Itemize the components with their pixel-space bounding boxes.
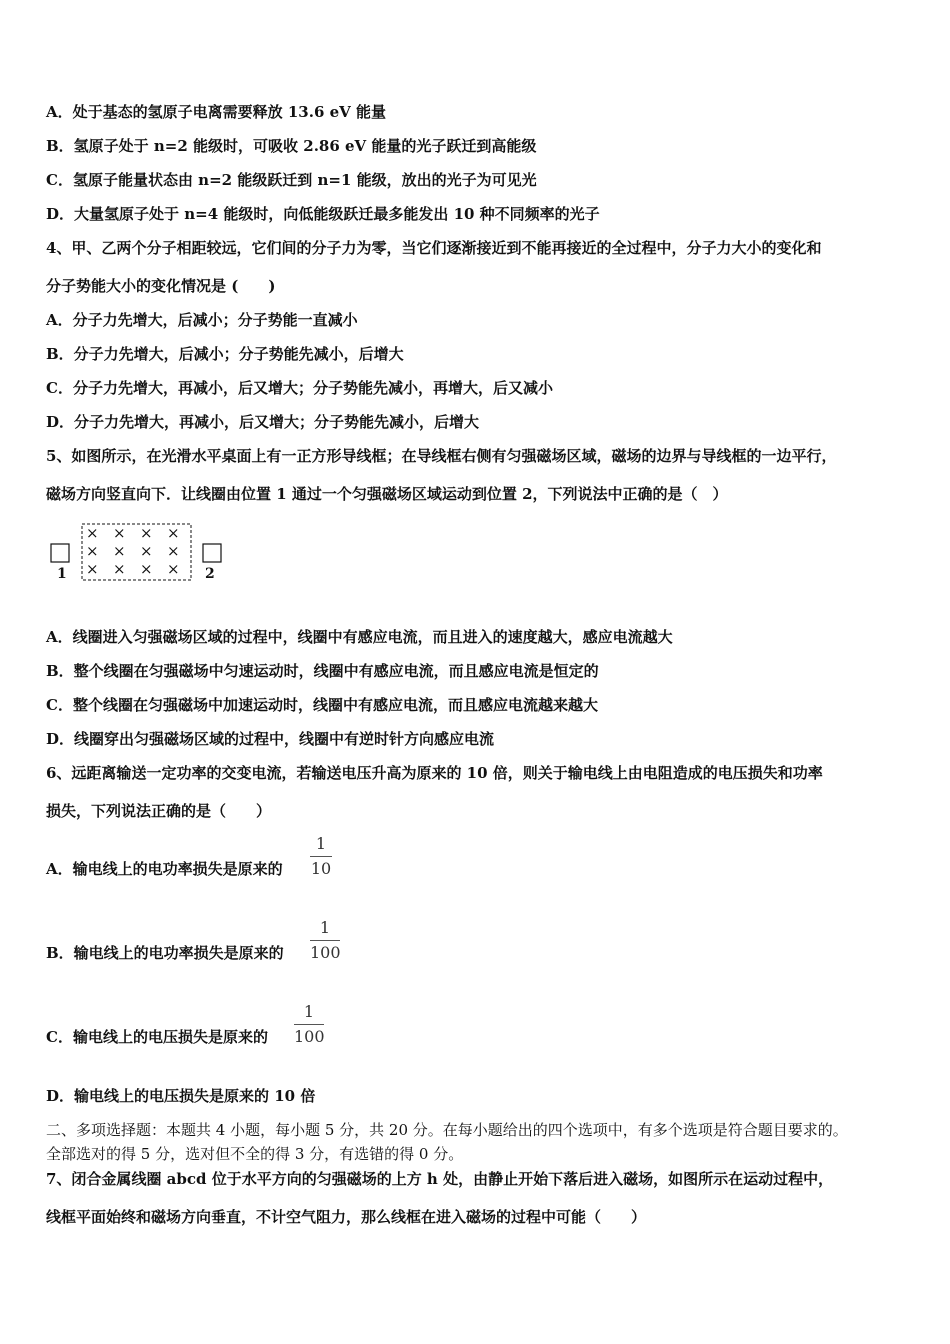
q4-option-a: A．分子力先增大，后减小；分子势能一直减小	[46, 311, 358, 329]
svg-text:×: ×	[140, 542, 153, 560]
q7-stem-line2: 线框平面始终和磁场方向垂直，不计空气阻力，那么线框在进入磁场的过程中可能（ ）	[46, 1208, 647, 1226]
q6-stem-line1: 6、远距离输送一定功率的交变电流，若输送电压升高为原来的 10 倍，则关于输电线上由电阻造成的电压损失和功率	[46, 764, 823, 782]
svg-text:×: ×	[140, 524, 153, 542]
q7-stem-line1: 7、闭合金属线圈 abcd 位于水平方向的匀强磁场的上方 h 处，由静止开始下落后进入磁场，如图所示在运动过程中，	[46, 1170, 834, 1188]
fraction-denominator: 100	[310, 943, 341, 962]
q5-option-d: D．线圈穿出匀强磁场区域的过程中，线圈中有逆时针方向感应电流	[46, 730, 495, 748]
fraction-denominator: 10	[310, 859, 332, 878]
q3-option-b: B．氢原子处于 n=2 能级时，可吸收 2.86 eV 能量的光子跃迁到高能级	[46, 137, 537, 155]
q6-option-c: C．输电线上的电压损失是原来的	[46, 1028, 268, 1046]
svg-text:×: ×	[167, 524, 180, 542]
q4-stem-line2: 分子势能大小的变化情况是 ( )	[46, 277, 276, 295]
q3-option-a: A．处于基态的氢原子电离需要释放 13.6 eV 能量	[46, 103, 387, 121]
svg-text:×: ×	[113, 542, 126, 560]
svg-text:×: ×	[140, 560, 153, 578]
q5-option-c: C．整个线圈在匀强磁场中加速运动时，线圈中有感应电流，而且感应电流越来越大	[46, 696, 598, 714]
q6-option-b-fraction	[310, 918, 340, 963]
fraction-numerator: 1	[315, 834, 327, 853]
q6-option-c-fraction	[294, 1002, 324, 1047]
q6-option-a: A．输电线上的电功率损失是原来的	[46, 860, 283, 878]
q5-stem-line2: 磁场方向竖直向下．让线圈由位置 1 通过一个匀强磁场区域运动到位置 2，下列说法中正确的是（ ）	[46, 485, 728, 503]
section2-heading-line1: 二、多项选择题：本题共 4 小题，每小题 5 分，共 20 分。在每小题给出的四个选项中，有多个选项是符合题目要求的。	[46, 1121, 848, 1139]
section2-heading-line2: 全部选对的得 5 分，选对但不全的得 3 分，有选错的得 0 分。	[46, 1145, 464, 1163]
q4-option-c: C．分子力先增大，再减小，后又增大；分子势能先减小，再增大，后又减小	[46, 379, 553, 397]
fraction-numerator: 1	[303, 1002, 315, 1021]
svg-text:×: ×	[167, 542, 180, 560]
svg-text:×: ×	[113, 524, 126, 542]
svg-text:×: ×	[86, 560, 99, 578]
q6-option-a-fraction	[310, 834, 332, 879]
coil-label-2: 2	[205, 566, 215, 582]
q5-stem-line1: 5、如图所示，在光滑水平桌面上有一正方形导线框；在导线框右侧有匀强磁场区域，磁场的边界与导线框的一边平行，	[46, 447, 837, 465]
q4-option-b: B．分子力先增大，后减小；分子势能先减小，后增大	[46, 345, 404, 363]
q6-option-d: D．输电线上的电压损失是原来的 10 倍	[46, 1087, 316, 1105]
coil-label-1: 1	[57, 566, 67, 582]
svg-text:×: ×	[113, 560, 126, 578]
q4-option-d: D．分子力先增大，再减小，后又增大；分子势能先减小，后增大	[46, 413, 480, 431]
q5-option-b: B．整个线圈在匀强磁场中匀速运动时，线圈中有感应电流，而且感应电流是恒定的	[46, 662, 599, 680]
q6-stem-line2: 损失，下列说法正确的是（ ）	[46, 802, 272, 820]
fraction-denominator: 100	[294, 1027, 325, 1046]
coil-position-2	[203, 544, 221, 562]
svg-text:×: ×	[86, 524, 99, 542]
fraction-numerator: 1	[319, 918, 331, 937]
q5-option-a: A．线圈进入匀强磁场区域的过程中，线圈中有感应电流，而且进入的速度越大，感应电流越大	[46, 628, 673, 646]
q6-option-b: B．输电线上的电功率损失是原来的	[46, 944, 284, 962]
q4-stem-line1: 4、甲、乙两个分子相距较远，它们间的分子力为零，当它们逐渐接近到不能再接近的全过程中，分子力大小的变化和	[46, 239, 822, 257]
coil-position-1	[51, 544, 69, 562]
q5-magnetic-field-figure	[46, 520, 236, 586]
field-symbols	[86, 524, 180, 578]
q3-option-c: C．氢原子能量状态由 n=2 能级跃迁到 n=1 能级，放出的光子为可见光	[46, 171, 537, 189]
svg-text:×: ×	[86, 542, 99, 560]
q3-option-d: D．大量氢原子处于 n=4 能级时，向低能级跃迁最多能发出 10 种不同频率的光子	[46, 205, 600, 223]
svg-text:×: ×	[167, 560, 180, 578]
